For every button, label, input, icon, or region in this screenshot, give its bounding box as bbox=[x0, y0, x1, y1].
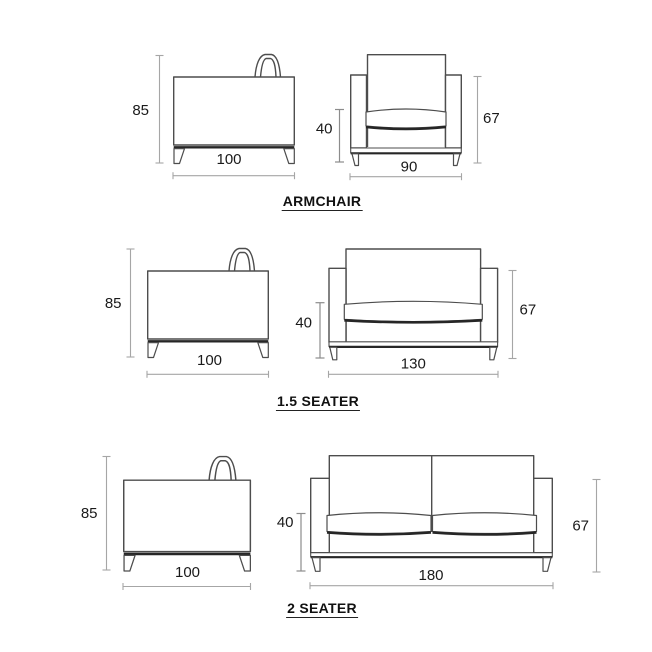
seater15-height-dimension bbox=[127, 249, 135, 357]
seater2-seat-height-label: 40 bbox=[276, 514, 294, 531]
left-arm bbox=[329, 268, 346, 342]
left-leg bbox=[330, 347, 337, 360]
seater2-arm-height-dimension bbox=[593, 480, 601, 573]
armchair-width-label: 90 bbox=[400, 158, 418, 176]
seater15-seat-height-label: 40 bbox=[295, 314, 312, 332]
right-leg bbox=[490, 347, 497, 360]
seat-cushion bbox=[366, 109, 446, 128]
seater2-side-view bbox=[124, 457, 251, 571]
armchair-seat-height-dimension bbox=[335, 110, 344, 163]
seater15-side-view bbox=[148, 249, 269, 358]
armchair-title: ARMCHAIR bbox=[282, 193, 362, 209]
seater15-front-view bbox=[329, 249, 498, 360]
seater15-depth-label: 100 bbox=[196, 352, 223, 369]
seater2-depth-label: 100 bbox=[174, 564, 201, 581]
seater15-title: 1.5 SEATER bbox=[276, 393, 360, 409]
seater15-width-label: 130 bbox=[400, 355, 426, 373]
backrest bbox=[346, 249, 481, 341]
seater2-seat-height-dimension bbox=[297, 514, 306, 572]
right-leg bbox=[543, 558, 551, 572]
seater15-arm-height-dimension bbox=[509, 271, 517, 359]
right-arm bbox=[481, 268, 498, 342]
left-leg bbox=[312, 558, 320, 572]
armchair-height-label: 85 bbox=[132, 102, 149, 119]
armchair-front-view bbox=[351, 55, 462, 166]
right-seat-cushion bbox=[433, 513, 537, 534]
seater15-arm-height-label: 67 bbox=[519, 301, 537, 319]
left-seat-cushion bbox=[327, 513, 431, 534]
seater2-height-label: 85 bbox=[80, 505, 98, 522]
seater2-depth-dimension bbox=[123, 583, 251, 590]
seater2-front-view bbox=[311, 456, 553, 572]
armchair-arm-height-dimension bbox=[474, 77, 482, 164]
seater15-height-label: 85 bbox=[104, 295, 122, 312]
seater2-width-label: 180 bbox=[418, 567, 444, 584]
seater15-depth-dimension bbox=[147, 371, 269, 378]
armchair-depth-dimension bbox=[173, 172, 295, 179]
armchair-side-view bbox=[174, 55, 295, 164]
seat-cushion bbox=[344, 301, 482, 321]
seater2-height-dimension bbox=[103, 457, 111, 571]
seater2-arm-height-label: 67 bbox=[572, 517, 589, 535]
armchair-height-dimension bbox=[156, 56, 164, 164]
armchair-depth-label: 100 bbox=[216, 151, 242, 168]
right-arm bbox=[446, 75, 462, 148]
armchair-seat-height-label: 40 bbox=[315, 120, 333, 138]
right-leg bbox=[454, 154, 461, 166]
backrest bbox=[368, 55, 446, 147]
seater2-title: 2 SEATER bbox=[287, 600, 357, 616]
armchair-arm-height-label: 67 bbox=[483, 110, 500, 127]
left-leg bbox=[352, 154, 359, 166]
seater15-seat-height-dimension bbox=[316, 303, 325, 358]
left-arm bbox=[351, 75, 367, 148]
